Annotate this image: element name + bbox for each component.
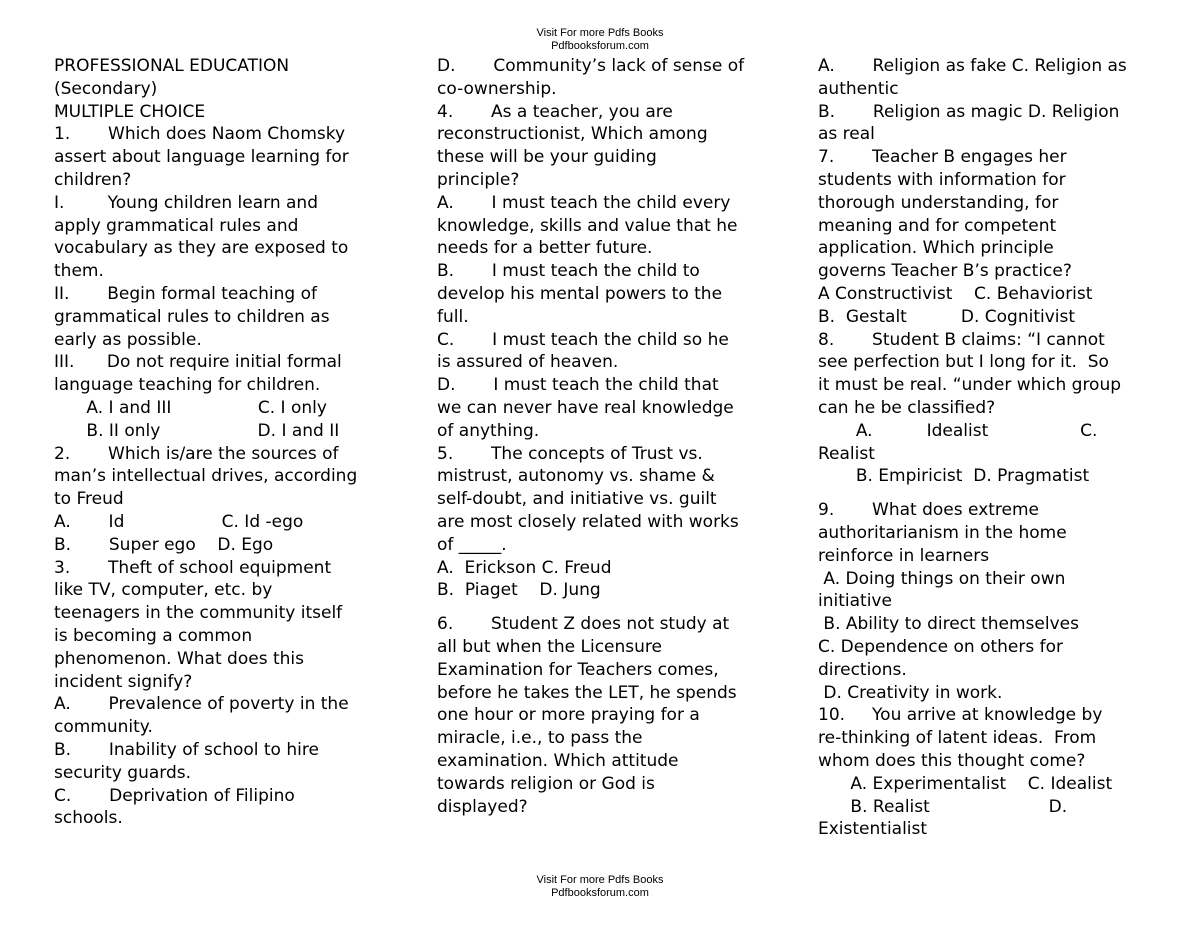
text-line: displayed?: [437, 796, 528, 817]
page-header: [0, 27, 1200, 53]
text-line: C. Deprivation of Filipino: [54, 785, 295, 806]
column-2: [437, 55, 797, 818]
column-1: [54, 55, 414, 830]
text-line: phenomenon. What does this: [54, 648, 304, 669]
text-line: 7. Teacher B engages her: [818, 147, 1067, 168]
text-line: A. Prevalence of poverty in the: [54, 694, 349, 715]
text-line: whom does this thought come?: [818, 750, 1086, 771]
text-line: see perfection but I long for it. So: [818, 352, 1109, 373]
column-3: [818, 55, 1188, 841]
text-line: B. Super ego D. Ego: [54, 534, 274, 555]
header-line-2: Pdfbooksforum.com: [551, 40, 649, 52]
text-line: security guards.: [54, 762, 192, 783]
header-line-1: Visit For more Pdfs Books: [536, 27, 664, 39]
text-line: students with information for: [818, 169, 1066, 190]
text-line: teenagers in the community itself: [54, 603, 343, 624]
text-line: I. Young children learn and: [54, 192, 318, 213]
page-footer: [0, 874, 1200, 900]
text-line: reconstructionist, Which among: [437, 124, 708, 145]
text-line: directions.: [818, 659, 907, 680]
footer-line-1: Visit For more Pdfs Books: [536, 874, 664, 886]
text-line: all but when the Licensure: [437, 636, 663, 657]
text-line: A. I must teach the child every: [437, 192, 731, 213]
text-line: C. Dependence on others for: [818, 636, 1063, 657]
text-line: B. I must teach the child to: [437, 261, 700, 282]
text-line: Existentialist: [818, 819, 928, 840]
text-line: Realist: [818, 443, 875, 464]
text-line: before he takes the LET, he spends: [437, 682, 737, 703]
text-line: II. Begin formal teaching of: [54, 283, 317, 304]
text-line: authoritarianism in the home: [818, 522, 1067, 543]
text-line: D. Creativity in work.: [818, 682, 1003, 703]
text-line: 2. Which is/are the sources of: [54, 443, 339, 464]
text-line: A. Religion as fake C. Religion as: [818, 56, 1127, 76]
text-line: is becoming a common: [54, 625, 253, 646]
text-line: B. Ability to direct themselves: [818, 614, 1079, 635]
text-line: co-ownership.: [437, 78, 557, 99]
text-line: MULTIPLE CHOICE: [54, 101, 206, 122]
text-line: assert about language learning for: [54, 147, 349, 168]
text-line: 5. The concepts of Trust vs.: [437, 443, 703, 464]
text-line: apply grammatical rules and: [54, 215, 299, 236]
text-line: 8. Student B claims: “I cannot: [818, 329, 1105, 350]
text-line: 4. As a teacher, you are: [437, 101, 673, 122]
text-line: examination. Which attitude: [437, 750, 679, 771]
text-line: 9. What does extreme: [818, 500, 1040, 521]
text-line: are most closely related with works: [437, 511, 739, 532]
text-line: it must be real. “under which group: [818, 375, 1122, 396]
text-line: re-thinking of latent ideas. From: [818, 728, 1097, 749]
text-line: knowledge, skills and value that he: [437, 215, 738, 236]
text-line: A. Idealist C.: [818, 420, 1098, 441]
text-line: B. II only D. I and II: [54, 420, 340, 441]
text-line: these will be your guiding: [437, 147, 657, 168]
text-line: initiative: [818, 591, 892, 612]
text-line: application. Which principle: [818, 238, 1054, 259]
text-line: principle?: [437, 169, 520, 190]
text-line: 3. Theft of school equipment: [54, 557, 332, 578]
text-line: needs for a better future.: [437, 238, 653, 259]
text-line: grammatical rules to children as: [54, 306, 330, 327]
text-line: B. Religion as magic D. Religion: [818, 101, 1120, 122]
text-line: of _____.: [437, 534, 507, 555]
text-line: man’s intellectual drives, according: [54, 466, 358, 487]
text-line: A. Doing things on their own: [818, 568, 1066, 589]
text-line: D. Community’s lack of sense of: [437, 56, 745, 76]
text-line: D. I must teach the child that: [437, 375, 719, 396]
text-line: early as possible.: [54, 329, 202, 350]
text-line: language teaching for children.: [54, 375, 321, 396]
text-line: Examination for Teachers comes,: [437, 659, 719, 680]
text-line: B. Realist D.: [818, 796, 1068, 817]
text-line: 10. You arrive at knowledge by: [818, 705, 1103, 726]
text-line: B. Gestalt D. Cognitivist: [818, 306, 1076, 327]
text-line: reinforce in learners: [818, 545, 990, 566]
text-line: A. Experimentalist C. Idealist: [818, 773, 1113, 794]
text-line: B. Piaget D. Jung: [437, 580, 601, 601]
footer-line-2: Pdfbooksforum.com: [551, 887, 649, 899]
text-line: [818, 488, 1188, 499]
text-line: [437, 602, 797, 613]
text-line: A. I and III C. I only: [54, 397, 327, 418]
text-line: can he be classified?: [818, 397, 996, 418]
text-line: B. Empiricist D. Pragmatist: [818, 466, 1090, 487]
text-line: vocabulary as they are exposed to: [54, 238, 349, 259]
text-line: schools.: [54, 808, 123, 829]
text-line: self-doubt, and initiative vs. guilt: [437, 489, 717, 510]
text-line: A. Erickson C. Freud: [437, 557, 612, 578]
text-line: meaning and for competent: [818, 215, 1057, 236]
text-line: full.: [437, 306, 469, 327]
text-line: them.: [54, 261, 104, 282]
text-line: A Constructivist C. Behaviorist: [818, 283, 1093, 304]
text-line: as real: [818, 124, 875, 145]
text-line: (Secondary): [54, 78, 158, 99]
text-line: thorough understanding, for: [818, 192, 1059, 213]
text-line: towards religion or God is: [437, 773, 655, 794]
text-line: we can never have real knowledge: [437, 397, 734, 418]
text-line: mistrust, autonomy vs. shame &: [437, 466, 715, 487]
text-line: of anything.: [437, 420, 540, 441]
text-line: III. Do not require initial formal: [54, 352, 342, 373]
text-line: develop his mental powers to the: [437, 283, 723, 304]
text-line: authentic: [818, 78, 899, 99]
text-line: like TV, computer, etc. by: [54, 580, 273, 601]
text-line: governs Teacher B’s practice?: [818, 261, 1072, 282]
text-line: A. Id C. Id -ego: [54, 511, 304, 532]
text-line: B. Inability of school to hire: [54, 739, 319, 760]
text-line: 1. Which does Naom Chomsky: [54, 124, 346, 145]
text-line: C. I must teach the child so he: [437, 329, 729, 350]
text-line: PROFESSIONAL EDUCATION: [54, 56, 290, 76]
text-line: miracle, i.e., to pass the: [437, 728, 643, 749]
text-line: children?: [54, 169, 132, 190]
text-line: is assured of heaven.: [437, 352, 619, 373]
text-line: incident signify?: [54, 671, 193, 692]
text-line: 6. Student Z does not study at: [437, 614, 730, 635]
text-line: to Freud: [54, 489, 124, 510]
text-line: community.: [54, 717, 153, 738]
text-line: one hour or more praying for a: [437, 705, 700, 726]
